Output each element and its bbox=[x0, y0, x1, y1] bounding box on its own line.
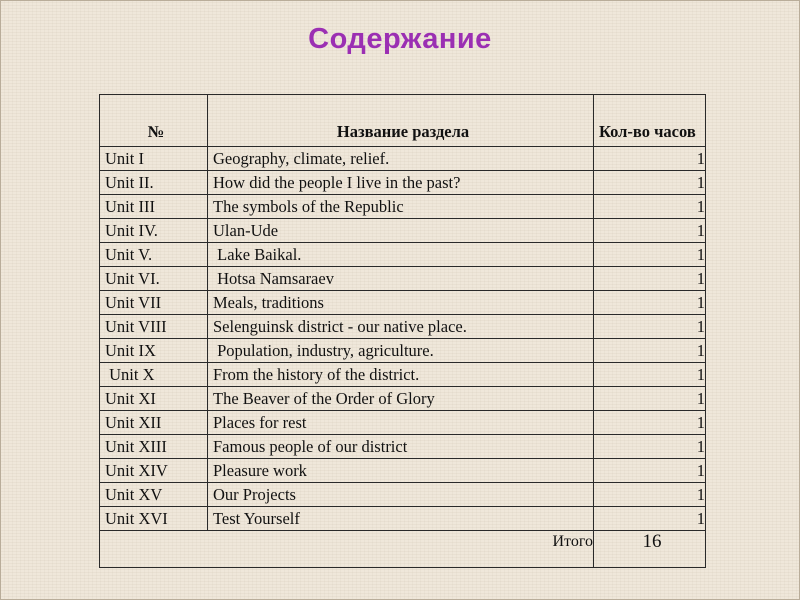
unit-cell: Unit V. bbox=[100, 243, 208, 267]
unit-cell: Unit VI. bbox=[100, 267, 208, 291]
unit-cell: Unit VII bbox=[100, 291, 208, 315]
unit-cell: Unit XV bbox=[100, 483, 208, 507]
section-title-cell: Geography, climate, relief. bbox=[208, 147, 594, 171]
hours-cell: 1 bbox=[594, 483, 706, 507]
hours-cell: 1 bbox=[594, 171, 706, 195]
table-row bbox=[100, 459, 706, 483]
hours-cell: 1 bbox=[594, 411, 706, 435]
hours-cell: 1 bbox=[594, 315, 706, 339]
unit-cell: Unit VIII bbox=[100, 315, 208, 339]
section-title-cell: Lake Baikal. bbox=[208, 243, 594, 267]
table-body bbox=[100, 147, 706, 531]
unit-cell: Unit IX bbox=[100, 339, 208, 363]
hours-cell: 1 bbox=[594, 459, 706, 483]
section-title-cell: Places for rest bbox=[208, 411, 594, 435]
section-title-cell: Selenguinsk district - our native place. bbox=[208, 315, 594, 339]
unit-cell: Unit I bbox=[100, 147, 208, 171]
total-label: Итого bbox=[100, 531, 594, 568]
unit-cell: Unit IV. bbox=[100, 219, 208, 243]
table-row bbox=[100, 315, 706, 339]
column-header-section-title: Название раздела bbox=[208, 95, 594, 147]
column-header-hours: Кол-во часов bbox=[594, 95, 706, 147]
hours-cell: 1 bbox=[594, 339, 706, 363]
table-row bbox=[100, 411, 706, 435]
table-row bbox=[100, 339, 706, 363]
hours-cell: 1 bbox=[594, 147, 706, 171]
hours-cell: 1 bbox=[594, 267, 706, 291]
total-row bbox=[100, 531, 706, 568]
column-header-number: № bbox=[100, 95, 208, 147]
unit-cell: Unit X bbox=[100, 363, 208, 387]
table-row bbox=[100, 147, 706, 171]
table-row bbox=[100, 387, 706, 411]
table-row bbox=[100, 195, 706, 219]
section-title-cell: Ulan-Ude bbox=[208, 219, 594, 243]
total-value: 16 bbox=[594, 531, 706, 568]
table-row bbox=[100, 219, 706, 243]
section-title-cell: The Beaver of the Order of Glory bbox=[208, 387, 594, 411]
contents-table bbox=[99, 94, 706, 568]
section-title-cell: Population, industry, agriculture. bbox=[208, 339, 594, 363]
hours-cell: 1 bbox=[594, 435, 706, 459]
unit-cell: Unit III bbox=[100, 195, 208, 219]
table-row bbox=[100, 171, 706, 195]
table-row bbox=[100, 507, 706, 531]
table-row bbox=[100, 483, 706, 507]
hours-cell: 1 bbox=[594, 291, 706, 315]
section-title-cell: How did the people I live in the past? bbox=[208, 171, 594, 195]
slide-title: Содержание bbox=[308, 23, 492, 55]
table-row bbox=[100, 267, 706, 291]
section-title-cell: Test Yourself bbox=[208, 507, 594, 531]
section-title-cell: Famous people of our district bbox=[208, 435, 594, 459]
unit-cell: Unit XI bbox=[100, 387, 208, 411]
section-title-cell: Pleasure work bbox=[208, 459, 594, 483]
section-title-cell: The symbols of the Republic bbox=[208, 195, 594, 219]
table-row bbox=[100, 363, 706, 387]
section-title-cell: Our Projects bbox=[208, 483, 594, 507]
unit-cell: Unit II. bbox=[100, 171, 208, 195]
section-title-cell: From the history of the district. bbox=[208, 363, 594, 387]
hours-cell: 1 bbox=[594, 219, 706, 243]
unit-cell: Unit XII bbox=[100, 411, 208, 435]
unit-cell: Unit XVI bbox=[100, 507, 208, 531]
hours-cell: 1 bbox=[594, 363, 706, 387]
table-header-row bbox=[100, 95, 706, 147]
hours-cell: 1 bbox=[594, 507, 706, 531]
unit-cell: Unit XIV bbox=[100, 459, 208, 483]
unit-cell: Unit XIII bbox=[100, 435, 208, 459]
table-row bbox=[100, 291, 706, 315]
table-row bbox=[100, 435, 706, 459]
section-title-cell: Meals, traditions bbox=[208, 291, 594, 315]
hours-cell: 1 bbox=[594, 195, 706, 219]
hours-cell: 1 bbox=[594, 243, 706, 267]
table-row bbox=[100, 243, 706, 267]
hours-cell: 1 bbox=[594, 387, 706, 411]
section-title-cell: Hotsa Namsaraev bbox=[208, 267, 594, 291]
